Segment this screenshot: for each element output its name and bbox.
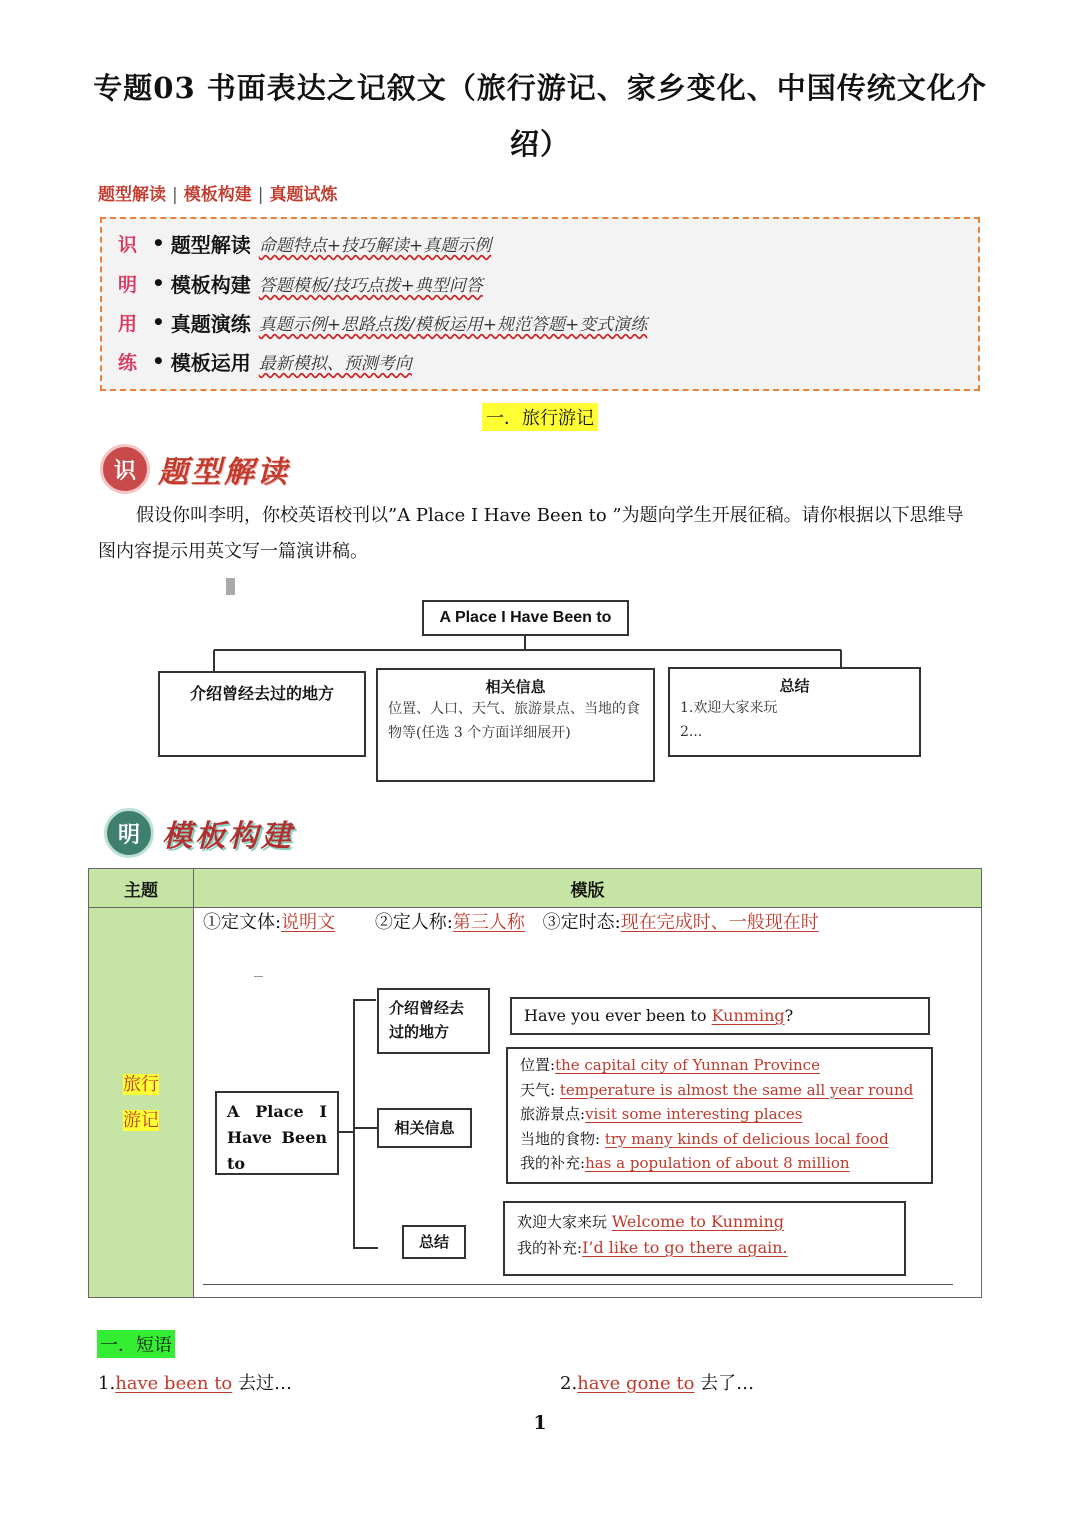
template-node-info: 相关信息: [377, 1108, 472, 1148]
guide-heading: 题型解读: [170, 232, 251, 257]
setting-value-genre: 说明文: [281, 912, 336, 933]
template-root-box: [215, 1091, 339, 1175]
sub-navigation: [98, 180, 337, 205]
phrase-item: [560, 1369, 754, 1395]
subnav-item-practice: 真题试炼: [269, 185, 338, 205]
mindmap-box-heading: 总结: [779, 677, 810, 695]
summary-label: 欢迎大家来玩: [517, 1213, 612, 1231]
mindmap-box-line: 2...: [680, 724, 703, 740]
mindmap-box-text: 介绍曾经去过的地方: [189, 684, 334, 703]
setting-value-person: 第三人称: [452, 912, 525, 933]
setting-label: ②定人称:: [374, 912, 453, 933]
section-heading-phrases: 一．短语: [97, 1330, 175, 1358]
topic-text: 旅行: [123, 1073, 159, 1095]
mindmap-box-heading: 相关信息: [485, 678, 546, 696]
info-label: 我的补充:: [520, 1154, 586, 1172]
root-word: I: [319, 1102, 327, 1121]
page-title-line2: 绍）: [509, 127, 570, 161]
bullet-icon: •: [152, 349, 165, 373]
guide-description: 最新模拟、预测考向: [258, 353, 412, 374]
topic-cell: [89, 908, 194, 1298]
root-word: Have: [227, 1128, 272, 1147]
page-title-line1: 专题03 书面表达之记叙文（旅行游记、家乡变化、中国传统文化介: [93, 71, 987, 105]
scan-mark: [226, 578, 235, 595]
table-header-topic: 主题: [89, 869, 194, 908]
bullet-icon: •: [152, 310, 165, 334]
info-line: [520, 1102, 919, 1127]
banner-title: 模板构建: [162, 819, 294, 854]
guide-heading: 真题演练: [170, 311, 251, 336]
summary-label: 我的补充:: [517, 1239, 583, 1257]
banner-template: [104, 808, 294, 858]
summary-line: [517, 1209, 892, 1235]
subnav-separator: |: [257, 185, 264, 205]
info-value: try many kinds of delicious local food: [604, 1129, 889, 1148]
page-number: 1: [533, 1412, 547, 1434]
question-text: Have you ever been to: [524, 1006, 712, 1025]
question-place: Kunming: [711, 1006, 785, 1025]
mindmap-root: A Place I Have Been to: [422, 600, 629, 636]
guide-heading: 模板运用: [170, 350, 251, 375]
bullet-icon: •: [152, 271, 165, 295]
mindmap-box-intro: [158, 671, 366, 757]
guide-char: 识: [118, 233, 138, 256]
setting-label: ①定文体:: [203, 912, 282, 933]
question-mark: ?: [784, 1006, 794, 1025]
scan-mark: [254, 976, 263, 977]
root-word: Been: [281, 1128, 327, 1147]
table-header-template: 模版: [194, 869, 982, 908]
template-node-summary: 总结: [402, 1225, 466, 1259]
template-node-intro: 介绍曾经去过的地方: [377, 988, 490, 1054]
setting-value-tense: 现在完成时、一般现在时: [620, 912, 819, 933]
guide-row: [118, 267, 483, 299]
setting-label: ③定时态:: [542, 912, 621, 933]
info-label: 旅游景点:: [520, 1105, 586, 1123]
bracket-line: [354, 1000, 378, 1248]
summary-line: [517, 1235, 892, 1261]
guide-box: [100, 217, 980, 391]
bullet-icon: •: [152, 231, 165, 255]
section-heading-travel: 一．旅行游记: [482, 403, 598, 431]
mindmap-box-info: [376, 668, 655, 782]
badge-icon: 识: [100, 444, 150, 494]
subnav-separator: |: [172, 185, 178, 205]
phrase-english: have gone to: [577, 1373, 695, 1394]
summary-value: I’d like to go there again.: [582, 1238, 788, 1257]
divider: [203, 1284, 953, 1285]
info-line: [520, 1053, 919, 1078]
root-word: to: [227, 1154, 246, 1173]
info-value: visit some interesting places: [585, 1105, 803, 1123]
guide-description: 答题模板/技巧点拨+典型问答: [258, 275, 483, 296]
phrase-chinese: 去了…: [694, 1373, 755, 1394]
guide-row: [118, 227, 491, 259]
root-line: [227, 1151, 327, 1177]
info-line: [520, 1151, 919, 1176]
subnav-item-interpretation: 题型解读: [98, 185, 166, 205]
topic-text: 游记: [123, 1109, 159, 1131]
mindmap-box-body: 位置、人口、天气、旅游景点、当地的食物等(任选 3 个方面详细展开): [388, 701, 640, 741]
banner-interpretation: [100, 444, 290, 494]
info-value: the capital city of Yunnan Province: [555, 1056, 820, 1074]
root-word: Place: [255, 1102, 304, 1121]
info-line: [520, 1127, 919, 1152]
template-info-box: [506, 1047, 933, 1184]
info-value: has a population of about 8 million: [585, 1154, 850, 1172]
guide-heading: 模板构建: [170, 272, 251, 297]
phrase-number: 1.: [98, 1373, 116, 1394]
root-word: A: [227, 1102, 240, 1121]
subnav-item-template: 模板构建: [183, 185, 252, 205]
info-label: 当地的食物:: [520, 1129, 605, 1148]
guide-char: 练: [118, 351, 138, 374]
guide-char: 明: [118, 273, 138, 296]
template-settings: [203, 908, 819, 934]
guide-char: 用: [118, 312, 138, 335]
mindmap-box-summary: [668, 667, 921, 757]
badge-icon: 明: [104, 808, 154, 858]
info-line: [520, 1078, 919, 1103]
phrase-item: [98, 1369, 292, 1395]
prompt-line1: 假设你叫李明，你校英语校刊以”A Place I Have Been to ”为题向学生开展征稿。请你根据以下思维导: [136, 505, 964, 526]
prompt-line2: 图内容提示用英文写一篇演讲稿。: [98, 541, 368, 562]
root-line: [227, 1125, 327, 1151]
phrase-number: 2.: [560, 1373, 578, 1394]
template-question-box: [510, 997, 930, 1035]
mindmap-box-line: 1.欢迎大家来玩: [680, 700, 778, 716]
info-label: 天气:: [520, 1080, 560, 1099]
info-label: 位置:: [520, 1056, 556, 1074]
root-line: [227, 1099, 327, 1125]
phrase-english: have been to: [115, 1373, 233, 1394]
guide-description: 真题示例+思路点拨/模板运用+规范答题+变式演练: [258, 314, 648, 335]
guide-row: [118, 345, 412, 377]
summary-value: Welcome to Kunming: [611, 1212, 785, 1231]
template-summary-box: [503, 1201, 906, 1276]
phrase-chinese: 去过…: [232, 1373, 293, 1394]
guide-row: [118, 306, 647, 338]
banner-title: 题型解读: [158, 455, 290, 490]
info-value: temperature is almost the same all year round: [559, 1080, 914, 1099]
guide-description: 命题特点+技巧解读+真题示例: [258, 235, 492, 256]
